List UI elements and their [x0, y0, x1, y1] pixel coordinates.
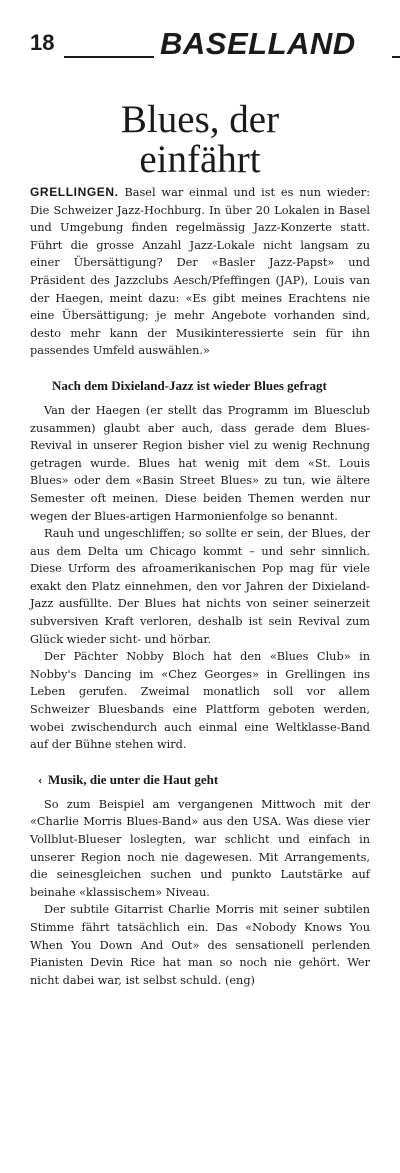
paragraph: Der subtile Gitarrist Charlie Morris mit seiner subtilen Stimme fährt tatsächlich ein. Das «Nobody Knows You When You Down And Out» des sensationell perlenden Pianisten Devin Rice hat man so noch nie gehört. Wer nicht dabei war, ist selbst schuld. (eng) [30, 903, 370, 987]
subheading-musik-text: Musik, die unter die Haut geht [48, 771, 219, 787]
page-header [30, 28, 400, 68]
article-body [30, 184, 370, 989]
subheading-dixieland: Nach dem Dixieland-Jazz ist wieder Blues gefragt [52, 377, 327, 393]
lead-text: Basel war einmal und ist es nun wieder: Die Schweizer Jazz-Hochburg. In über 20 Lokalen in Basel und Umgebung finden regelmässig Jazz-Konzerte statt. Führt die grosse Anzahl Jazz-Lokale nicht langsam zu einer Übersättigung? Der «Basler Jazz-Papst» und Präsident des Jazzclubs Aesch/Pfeffingen (JAP), Louis van der Haegen, meint dazu: «Es gibt meines Erachtens nie eine Übersättigung; je mehr Angebote vorhanden sind, desto mehr kann der Musikinteressierte sein für ihn passendes Umfeld auswählen.» [30, 186, 371, 358]
paragraph: So zum Beispiel am vergangenen Mittwoch mit der «Charlie Morris Blues-Band» aus den USA. Was diese vier Vollblut-Blueser loslegten, war schlicht und einfach in unserer Region noch nie dagewesen. Mit Arrangements, die seinesgleichen suchen und punkto Lautstärke auf beinahe «klassischem» Niveau. [30, 797, 370, 899]
lead-paragraph [30, 184, 370, 360]
header-rule-right [392, 56, 400, 58]
article-headline [30, 100, 370, 180]
page-number: 18 [30, 30, 55, 55]
subheading-musik [30, 771, 370, 788]
paragraph: Van der Haegen (er stellt das Programm im Bluesclub zusammen) glaubt aber auch, dass gerade dem Blues-Revival in unserer Region bisher viel zu wenig Rechnung getragen wurde. Blues hat wenig mit dem «St. Louis Blues» oder dem «Basin Street Blues» zu tun, wie ältere Semester oft meinen. Diese beiden Themen werden nur wegen der Blues-artigen Harmonienfolge so benannt. [30, 403, 370, 523]
subheading-bullet: ‹ [38, 771, 43, 787]
paragraph: Der Pächter Nobby Bloch hat den «Blues Club» in Nobby's Dancing im «Chez Georges» in Grellingen ins Leben gerufen. Zweimal monatlich soll vor allem Schweizer Bluesbands eine Plattform geboten werden, wobei zwischendurch auch einmal eine Weltklasse-Band auf der Bühne stehen wird. [30, 650, 370, 752]
section-title: BASELLAND [160, 26, 356, 61]
header-rule-left [64, 56, 154, 58]
headline-line-1: Blues, der [120, 98, 280, 141]
headline-line-2: einfährt [139, 138, 261, 181]
paragraph: Rauh und ungeschliffen; so sollte er sein, der Blues, der aus dem Delta um Chicago kommt – und sehr sinnlich. Diese Urform des afroamerikanischen Pop mag für viele exakt den Platz einnehmen, den vor Jahren der Dixieland-Jazz ausfüllte. Der Blues hat nichts von seiner seinerzeit subversiven Kraft verloren, deshalb ist sein Revival zum Glück wieder sicht- und hörbar. [30, 527, 370, 646]
dateline: GRELLINGEN. [30, 185, 119, 199]
